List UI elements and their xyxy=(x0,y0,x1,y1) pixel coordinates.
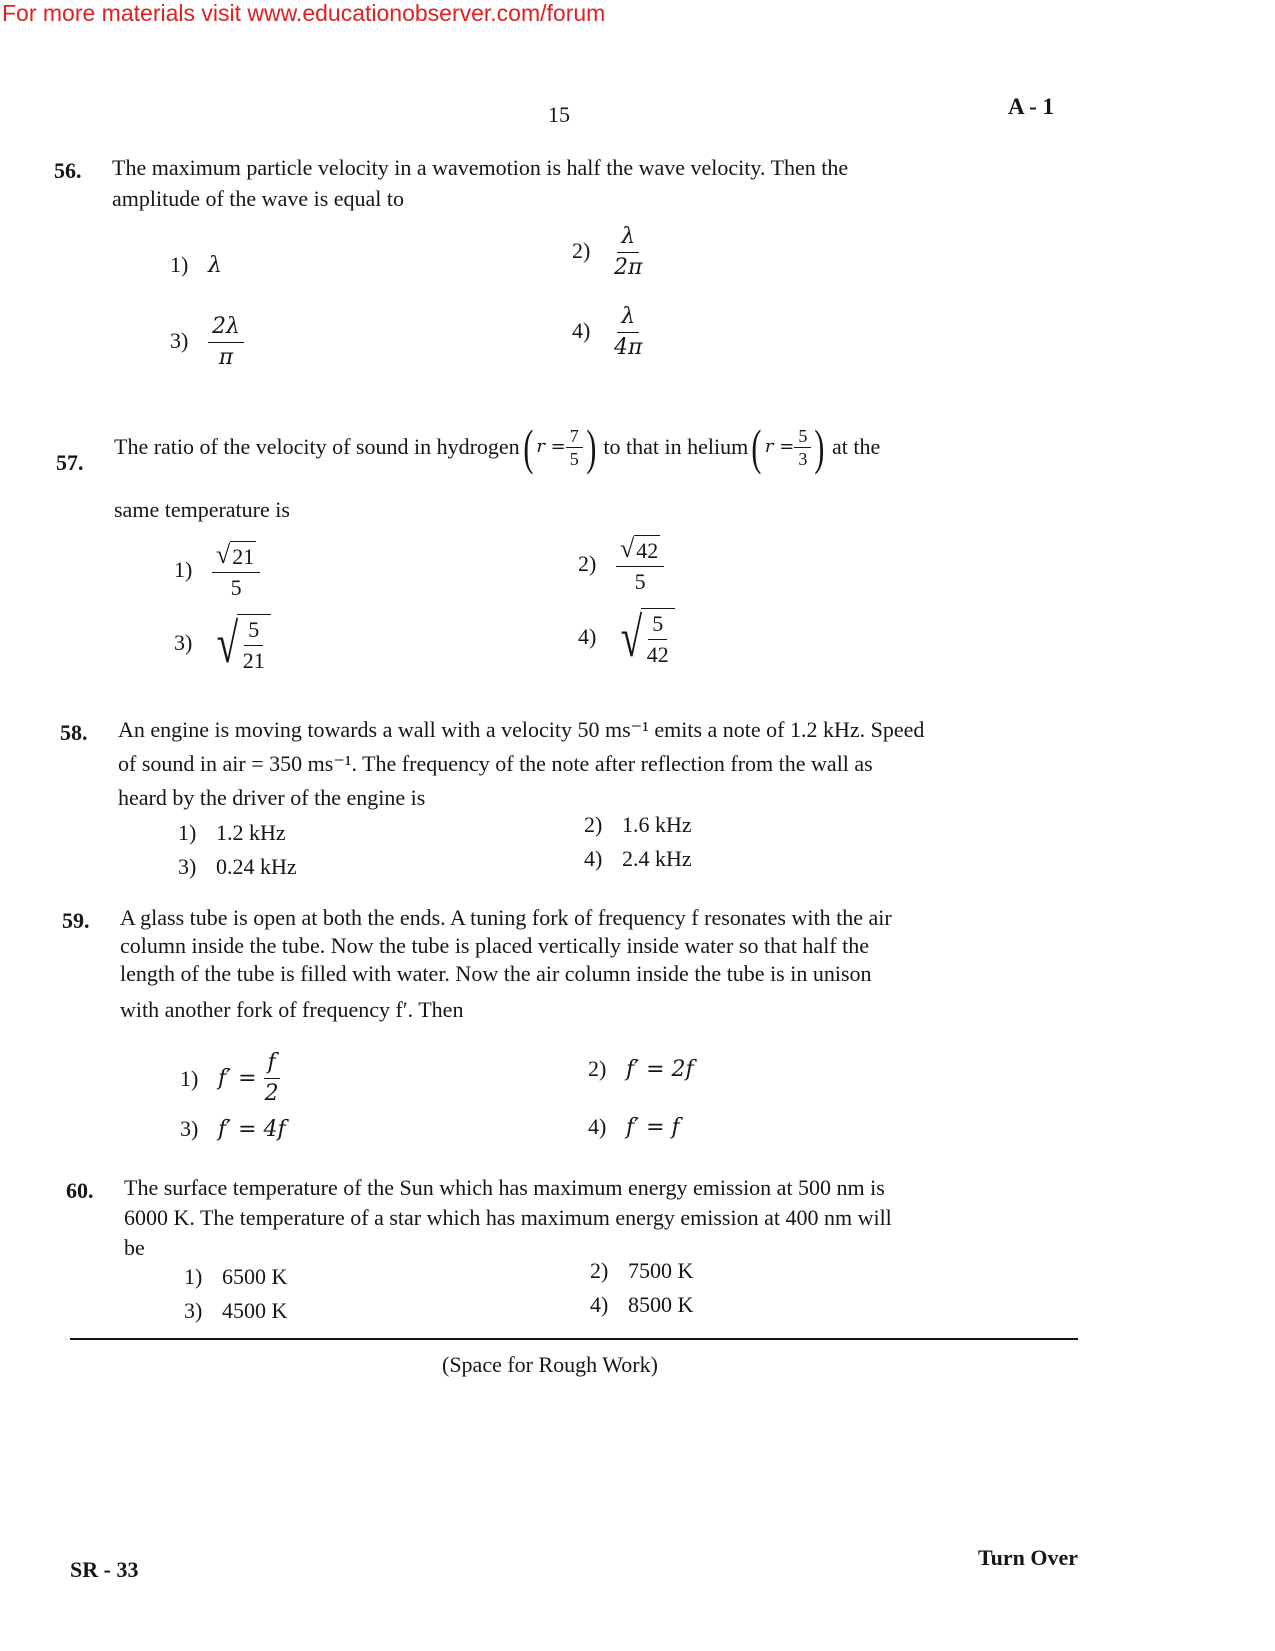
fraction-denominator: 21 xyxy=(242,648,265,673)
option-label: 2) xyxy=(590,1258,609,1283)
fraction-denominator: 5 xyxy=(634,569,646,595)
question-text: with another fork of frequency f′. Then xyxy=(120,997,464,1022)
option-label: 2) xyxy=(588,1056,607,1081)
option-3 xyxy=(174,614,271,676)
question-number: 56. xyxy=(54,158,82,183)
fraction xyxy=(208,312,244,373)
fraction xyxy=(610,222,646,283)
option-value: 7500 K xyxy=(628,1258,694,1283)
fraction-numerator xyxy=(616,534,664,567)
option-label: 2) xyxy=(572,237,591,263)
turn-over-label: Turn Over xyxy=(978,1545,1079,1570)
option-lhs: f′ = xyxy=(218,1066,257,1091)
fraction-denominator: 2π xyxy=(614,255,643,280)
option-label: 1) xyxy=(180,1065,199,1091)
question-text: heard by the driver of the engine is xyxy=(118,785,426,810)
fraction xyxy=(261,1048,283,1109)
option-value: 1.2 kHz xyxy=(216,820,286,845)
fraction-numerator xyxy=(212,540,260,573)
option-label: 3) xyxy=(180,1116,199,1141)
option-1 xyxy=(170,252,222,278)
fraction-denominator: 3 xyxy=(798,448,808,469)
option-value: λ xyxy=(208,253,222,278)
radical-sign: √ xyxy=(620,607,643,669)
option-3 xyxy=(180,1116,286,1142)
paren-close: ) xyxy=(586,419,597,475)
question-number: 57. xyxy=(56,450,84,475)
fraction-numerator: 7 xyxy=(566,425,583,448)
question-text-part: at the xyxy=(831,434,881,459)
option-label: 4) xyxy=(590,1292,609,1317)
paren-open: ( xyxy=(751,419,762,475)
paren-close: ) xyxy=(814,419,825,475)
question-number: 59. xyxy=(62,908,90,933)
option-label: 2) xyxy=(584,812,603,837)
question-number: 58. xyxy=(60,720,88,745)
option-label: 3) xyxy=(184,1298,203,1323)
watermark-link[interactable]: For more materials visit www.educationobserver.com/forum xyxy=(2,0,606,26)
fraction-numerator: 5 xyxy=(244,615,263,646)
page-number: 15 xyxy=(548,102,570,127)
fraction xyxy=(610,302,646,363)
fraction xyxy=(566,425,583,470)
option-3 xyxy=(170,312,244,373)
fraction xyxy=(212,540,260,603)
fraction-numerator: 5 xyxy=(794,425,811,448)
option-label: 3) xyxy=(170,327,189,353)
option-value: 2.4 kHz xyxy=(622,846,692,871)
question-text: 6000 K. The temperature of a star which has maximum energy emission at 400 nm will xyxy=(124,1205,892,1230)
option-label: 1) xyxy=(170,252,189,277)
fraction-numerator: λ xyxy=(617,302,639,333)
fraction xyxy=(616,534,664,597)
option-value: f′ = 4f xyxy=(218,1117,286,1142)
fraction-numerator: 5 xyxy=(648,609,667,640)
option-4 xyxy=(572,302,646,363)
radical-sign: √ xyxy=(216,613,239,675)
option-1 xyxy=(174,540,260,603)
fraction-denominator: 42 xyxy=(646,642,669,667)
fraction-denominator: 5 xyxy=(230,575,242,601)
option-4 xyxy=(588,1114,680,1140)
option-value: f′ = 2f xyxy=(626,1057,694,1082)
option-label: 3) xyxy=(174,630,193,656)
question-text-part: to that in helium xyxy=(603,434,749,459)
option-4 xyxy=(584,846,692,872)
option-value: 8500 K xyxy=(628,1292,694,1317)
option-1 xyxy=(178,820,286,846)
option-label: 1) xyxy=(184,1264,203,1289)
fraction-denominator: 4π xyxy=(614,335,643,360)
radical-sign: √ xyxy=(216,540,231,570)
option-label: 4) xyxy=(572,317,591,343)
fraction-numerator: λ xyxy=(617,222,639,253)
question-text: amplitude of the wave is equal to xyxy=(112,186,405,211)
option-2 xyxy=(584,812,692,838)
option-2 xyxy=(588,1056,694,1082)
footer-code: SR - 33 xyxy=(70,1557,139,1582)
option-3 xyxy=(178,854,297,880)
gamma-label: r = xyxy=(764,436,795,457)
question-text xyxy=(114,412,880,482)
option-label: 4) xyxy=(584,846,603,871)
question-text: The surface temperature of the Sun which has maximum energy emission at 500 nm is xyxy=(124,1175,885,1200)
square-root xyxy=(620,535,660,566)
fraction-numerator: f xyxy=(264,1048,280,1079)
option-label: 1) xyxy=(174,556,193,582)
option-value: f′ = f xyxy=(626,1115,680,1140)
option-2 xyxy=(590,1258,693,1284)
option-label: 4) xyxy=(578,624,597,650)
option-4 xyxy=(578,608,675,670)
option-label: 4) xyxy=(588,1114,607,1139)
square-root xyxy=(616,608,675,670)
option-value: 4500 K xyxy=(222,1298,288,1323)
question-text: same temperature is xyxy=(114,497,290,522)
option-1 xyxy=(180,1048,283,1109)
fraction-denominator: 2 xyxy=(264,1081,279,1106)
radicand xyxy=(641,608,675,670)
option-3 xyxy=(184,1298,287,1324)
question-text: A glass tube is open at both the ends. A tuning fork of frequency f resonates with the air xyxy=(120,905,892,930)
set-code: A - 1 xyxy=(1008,94,1054,119)
rough-work-label: (Space for Rough Work) xyxy=(442,1352,658,1377)
question-text: length of the tube is filled with water. Now the air column inside the tube is in unison xyxy=(120,961,872,986)
radicand: 21 xyxy=(230,541,256,572)
option-label: 1) xyxy=(178,820,197,845)
question-text: column inside the tube. Now the tube is placed vertically inside water so that half the xyxy=(120,933,870,958)
fraction xyxy=(643,609,673,670)
question-number: 60. xyxy=(66,1178,94,1203)
fraction xyxy=(794,425,811,470)
square-root xyxy=(216,541,256,572)
option-1 xyxy=(184,1264,287,1290)
option-label: 2) xyxy=(578,550,597,576)
paren-open: ( xyxy=(523,419,534,475)
question-text: An engine is moving towards a wall with a velocity 50 ms⁻¹ emits a note of 1.2 kHz. Speed xyxy=(118,717,925,742)
square-root xyxy=(212,614,271,676)
option-label: 3) xyxy=(178,854,197,879)
fraction-denominator: 5 xyxy=(569,448,579,469)
option-2 xyxy=(572,222,646,283)
fraction-denominator: π xyxy=(218,345,234,370)
radicand xyxy=(237,614,271,676)
option-value: 0.24 kHz xyxy=(216,854,297,879)
divider-rule xyxy=(70,1338,1078,1340)
radicand: 42 xyxy=(634,535,660,566)
radical-sign: √ xyxy=(620,534,635,564)
question-text: The maximum particle velocity in a wavemotion is half the wave velocity. Then the xyxy=(112,155,849,180)
question-text: of sound in air = 350 ms⁻¹. The frequency of the note after reflection from the wall as xyxy=(118,751,873,776)
gamma-label: r = xyxy=(536,436,566,457)
fraction xyxy=(239,615,269,676)
option-2 xyxy=(578,534,664,597)
question-text-part: The ratio of the velocity of sound in hydrogen xyxy=(114,434,520,459)
question-text: be xyxy=(124,1235,145,1260)
fraction-numerator: 2λ xyxy=(208,312,244,343)
option-4 xyxy=(590,1292,693,1318)
option-value: 1.6 kHz xyxy=(622,812,692,837)
option-value: 6500 K xyxy=(222,1264,288,1289)
